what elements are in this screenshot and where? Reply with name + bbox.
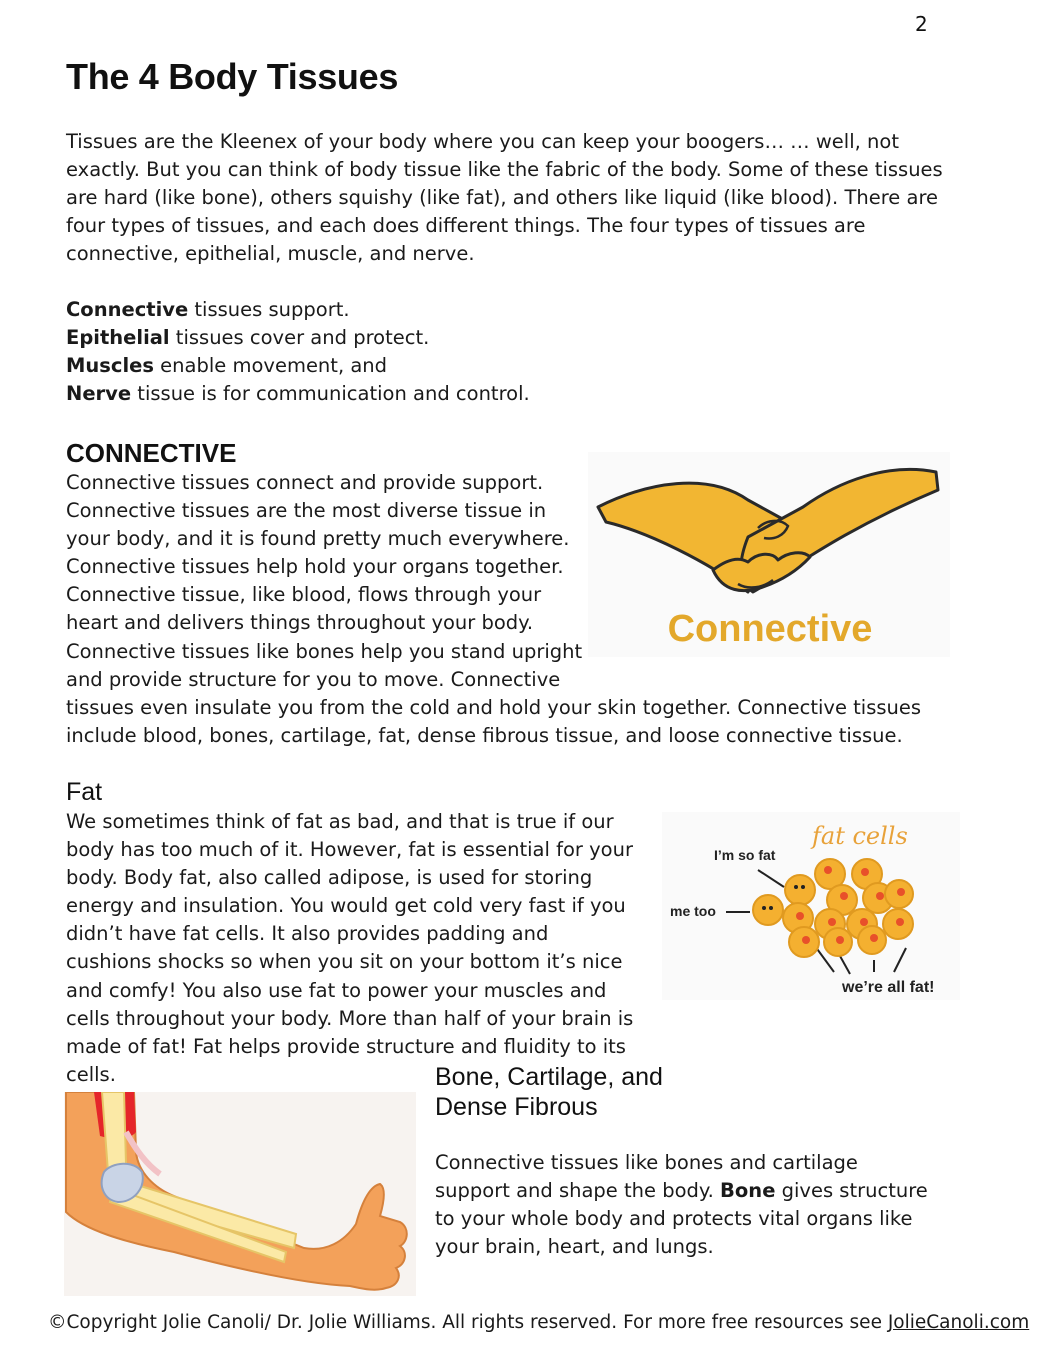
definition-muscles: Muscles enable movement, and (66, 354, 388, 378)
fat-paragraph: We sometimes think of fat as bad, and that is true if our body has too much of it. However, fat is essential for your body. Body fat, also called adipose, is used for storing energy and insulation. You would get cold very fast if you didn’t have fat cells. It also provides padding and cushions shocks so when you sit on your bottom it’s nice and comfy! You also use fat to power your muscles and cells throughout your body. More than half of your brain is made of fat! Fat helps provide structure and fluidity to its cells. (66, 810, 634, 1086)
definition-connective: Connective tissues support. (66, 298, 350, 321)
handshake-illustration (588, 452, 950, 657)
bone-heading: Bone, Cartilage, and Dense Fibrous (435, 1063, 663, 1121)
page-number: 2 (915, 12, 928, 36)
me-too-label: me too (670, 903, 716, 919)
connective-heading: CONNECTIVE (66, 438, 237, 468)
page-title: The 4 Body Tissues (66, 56, 399, 97)
definition-epithelial: Epithelial tissues cover and protect. (66, 326, 430, 350)
im-so-fat-label: I’m so fat (714, 847, 776, 863)
fat-cells-title: fat cells (812, 822, 908, 850)
footer-link[interactable]: JolieCanoli.com (887, 1312, 1030, 1333)
definition-nerve: Nerve tissue is for communication and control. (66, 382, 530, 406)
arm-bone-illustration (64, 1092, 416, 1296)
intro-paragraph: Tissues are the Kleenex of your body where you can keep your boogers… … well, not exactly. But you can think of body tissue like the fabric of the body. Some of these tissues are hard (like bone), others squishy (like fat), and others like liquid (like blood). There are four types of tissues, and each does different things. The four types of tissues are connective, epithelial, muscle, and nerve. (66, 130, 943, 266)
were-all-fat-label: we’re all fat! (842, 979, 935, 996)
footer-copyright: ©Copyright Jolie Canoli/ Dr. Jolie Williams. All rights reserved. For more free resources see JolieCanoli.com (48, 1312, 1030, 1333)
tissue-definitions (66, 296, 946, 408)
bone-paragraph: Connective tissues like bones and cartilage support and shape the body. Bone gives structure to your whole body and protects vital organs like your brain, heart, and lungs. (435, 1151, 928, 1259)
fat-cells-illustration (662, 812, 960, 1000)
connective-image-label: Connective (667, 608, 873, 650)
fat-heading: Fat (66, 778, 103, 806)
bone-bold-term: Bone (720, 1179, 776, 1203)
connective-text: Connective tissues connect and provide support. Connective tissues are the most diverse tissue in your body, and it is found pretty much everywhere. Connective tissues help hold your organs together. Connective tissue, like blood, flows through your heart and delivers things throughout your body. Connective tissues like bones help you stand upright and provide structure for you to move. Connective tissues even insulate you from the cold and hold your skin together. Connective tissues include blood, bones, cartilage, fat, dense fibrous tissue, and loose connective tissue. (66, 471, 922, 747)
